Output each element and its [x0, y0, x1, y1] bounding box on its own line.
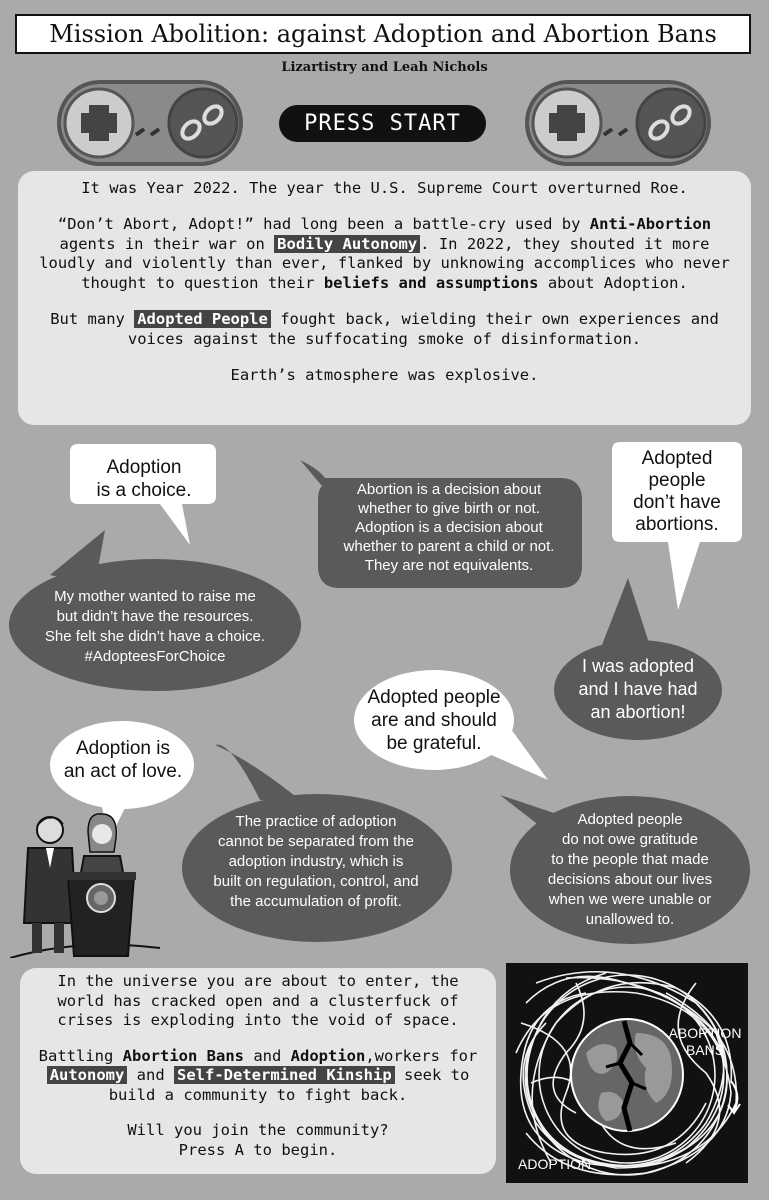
label-line: BANS [685, 1042, 725, 1058]
bubble-line: and I have had [578, 679, 698, 699]
speech-bubble-9 [520, 810, 740, 930]
text: “Don’t Abort, Adopt!” had long been a battle-cry used by [57, 214, 590, 233]
bubble-line: built on regulation, control, and [213, 873, 419, 890]
keyword-beliefs: beliefs and assumptions [323, 274, 539, 293]
speech-bubble-2 [318, 480, 580, 575]
text: But many [50, 309, 135, 328]
text: and [244, 1046, 291, 1065]
bubble-line: don’t have [633, 492, 721, 513]
bubble-line: abortions. [635, 514, 719, 535]
bubble-line: an abortion! [590, 702, 686, 722]
text: agents in their war on [59, 234, 275, 253]
outro-paragraph-1: In the universe you are about to enter, the world has cracked open and a clusterfuck of crises is exploding into the void of space. [57, 972, 459, 1029]
outro-paragraph-3 [30, 1121, 486, 1160]
politicians-illustration [10, 808, 160, 958]
text: . In 2022, they shouted it more loudly and violently than ever, flanked by unknowing accomplices who never thought to question their [39, 234, 730, 293]
keyword-adoption: Adoption [290, 1046, 366, 1065]
bubble-line: Adopted people [577, 811, 683, 828]
keyword-self-determined-kinship: Self-Determined Kinship [174, 1066, 395, 1084]
press-start-button[interactable]: PRESS START [279, 105, 486, 142]
bubble-line: is a choice. [96, 480, 192, 501]
text: seek to build a community to fight back. [108, 1066, 470, 1104]
text: about Adoption. [538, 274, 688, 293]
bubble-line: decisions about our lives [547, 871, 713, 888]
question-line: Will you join the community? [127, 1121, 389, 1139]
bubble-line: whether to parent a child or not. [343, 538, 555, 555]
bubble-line: do not owe gratitude [562, 831, 698, 848]
intro-paragraph-1: It was Year 2022. The year the U.S. Supreme Court overturned Roe. [81, 179, 688, 197]
credits: Lizartistry and Leah Nichols [281, 60, 488, 75]
bubble-line: when we were unable or [548, 891, 712, 908]
speech-bubble-4 [18, 587, 292, 667]
label-line: ABORTION [668, 1025, 742, 1041]
bubble-line: She felt she didn’t have a choice. [44, 628, 266, 645]
bubble-line: adoption industry, which is [228, 853, 404, 870]
speech-bubble-5 [558, 655, 718, 724]
text: and [127, 1066, 175, 1084]
speech-bubble-8 [190, 812, 442, 912]
speech-bubble-3 [612, 448, 742, 536]
bubble-line: cannot be separated from the [218, 833, 414, 850]
bubble-line: the accumulation of profit. [230, 893, 402, 910]
keyword-abortion-bans: Abortion Bans [122, 1046, 244, 1065]
bubble-line: I was adopted [581, 656, 695, 676]
bubble-line: whether to give birth or not. [358, 500, 540, 517]
bubble-line: They are not equivalents. [364, 557, 534, 574]
speech-bubble-1 [72, 456, 216, 502]
bubble-line: #AdopteesForChoice [84, 648, 226, 665]
bubble-line: an act of love. [63, 761, 183, 782]
speech-bubble-7 [52, 737, 194, 783]
podium-icon [66, 872, 136, 956]
bubble-line: be grateful. [386, 733, 482, 754]
bubble-line: Adoption is [75, 738, 170, 759]
outro-card [20, 968, 496, 1174]
bubble-line: The practice of adoption [235, 813, 397, 830]
label-adoption: ADOPTION [518, 1156, 592, 1172]
bubble-line: are and should [371, 710, 497, 731]
keyword-anti-abortion: Anti-Abortion [589, 214, 712, 233]
bubble-line: My mother wanted to raise me [54, 588, 256, 605]
bubble-line: unallowed to. [585, 911, 675, 928]
keyword-adopted-people: Adopted People [134, 310, 271, 328]
text: ,workers for [365, 1046, 478, 1065]
earth-icon [506, 963, 748, 1183]
bubble-line: Adopted people [367, 687, 501, 708]
intro-paragraph-4: Earth’s atmosphere was explosive. [230, 365, 539, 384]
keyword-autonomy: Autonomy [47, 1066, 128, 1084]
bubble-line: Adoption is a decision about [355, 519, 543, 536]
bubble-line: but didn’t have the resources. [56, 608, 254, 625]
outro-paragraph-2 [30, 1047, 486, 1106]
earth-illustration [506, 963, 748, 1183]
bubble-line: to the people that made [551, 851, 709, 868]
keyword-bodily-autonomy: Bodily Autonomy [274, 235, 420, 253]
text: Battling [38, 1046, 123, 1065]
text: fought back, wielding their own experiences and voices against the suffocating smoke of disinformation. [127, 309, 719, 348]
bubble-line: Adopted [641, 448, 713, 469]
title-text: Mission Abolition: against Adoption and Abortion Bans [49, 20, 717, 48]
press-a-line[interactable]: Press A to begin. [178, 1140, 338, 1159]
label-abortion-bans [666, 1025, 744, 1059]
bubble-line: Abortion is a decision about [356, 481, 542, 498]
bubble-line: Adoption [106, 457, 182, 478]
bubble-line: people [648, 470, 706, 491]
speech-bubble-6 [356, 686, 512, 755]
